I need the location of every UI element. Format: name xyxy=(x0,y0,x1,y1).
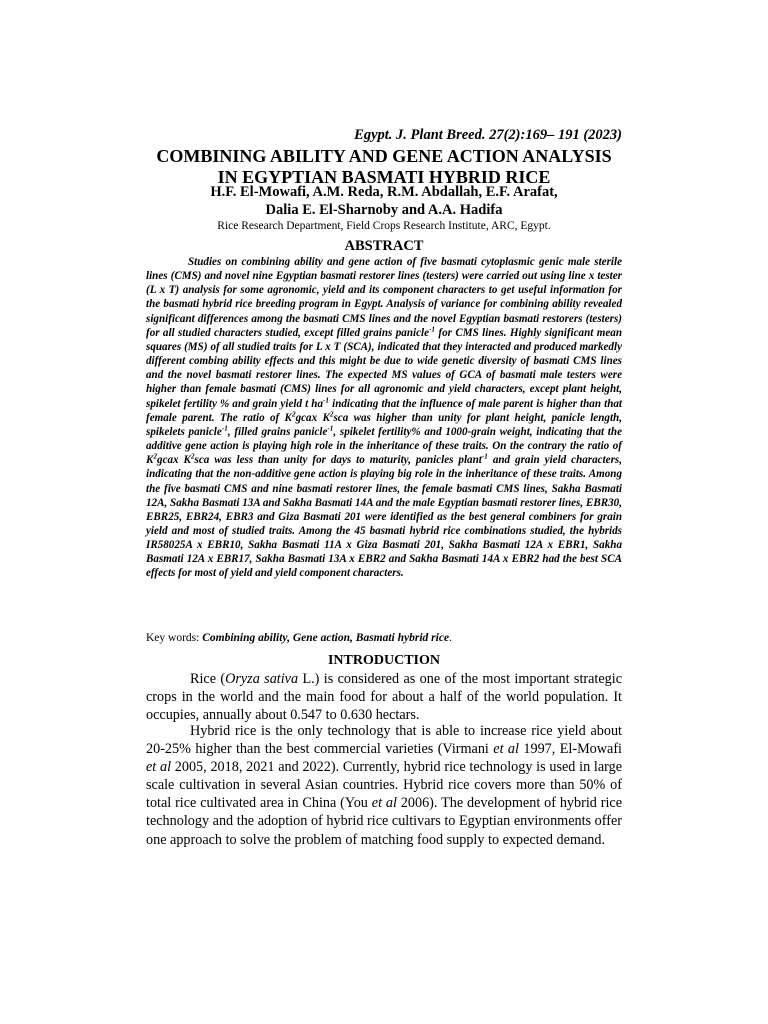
text-segment: L.) is considered as one of the most important strategic crops in the world and the main food for about a half of the world population. It occupies, annually about 0.547 to 0.630 hectars. xyxy=(146,671,622,724)
title-line-1: COMBINING ABILITY AND GENE ACTION ANALYSIS xyxy=(156,146,612,166)
author-list xyxy=(0,184,768,219)
abstract-heading: ABSTRACT xyxy=(344,238,424,254)
abstract-segment: sca was less than unity for days to maturity, panicles plant xyxy=(194,454,482,467)
superscript: -1 xyxy=(429,325,436,334)
keywords-label: Key words: xyxy=(146,632,203,644)
abstract-segment: , spikelet fertility% and 1000-grain weight, indicating that the additive gene action is playing high role in the inheritance of these traits. On the contrary the ratio of K xyxy=(146,425,622,467)
keywords-end: . xyxy=(449,632,452,644)
abstract-segment: gcax K xyxy=(157,454,191,467)
abstract-segment: for CMS lines. Highly significant mean squares (MS) of all studied traits for L x T (SCA), indicated that they interacted and produced markedly different combing ability effects and this might be due to wide genetic diversity of basmati CMS lines and the novel basmati restorer lines. The expected MS values of GCA of basmati male testers were higher than female basmati (CMS) lines for all agronomic and yield characters, except plant height, spikelet fertility % and grain yield t ha xyxy=(146,326,622,410)
abstract-text xyxy=(146,255,622,581)
et-al: et al xyxy=(371,795,397,812)
text-segment: Rice ( xyxy=(190,671,226,687)
introduction-heading: INTRODUCTION xyxy=(327,653,440,668)
superscript: 2 xyxy=(190,452,195,461)
superscript: 2 xyxy=(153,452,158,461)
intro-paragraph-2 xyxy=(146,722,622,849)
superscript: 2 xyxy=(291,410,296,419)
keywords xyxy=(146,631,622,645)
superscript: -1 xyxy=(481,452,488,461)
text-segment: Hybrid rice is the only technology that is able to increase rice yield about 20-25% higher than the best commercial varieties (Virmani xyxy=(146,723,622,758)
abstract-segment: , filled grains panicle xyxy=(227,425,328,438)
superscript: -1 xyxy=(327,424,334,433)
abstract-segment: and grain yield characters, indicating that the non-additive gene action is playing big role in the inheritance of these traits. Among the five basmati CMS and nine basmati restorer lines, the female basmati CMS lines, Sakha Basmati 12A, Sakha Basmati 13A and Sakha Basmati 14A and the male Egyptian basmati restorer lines, EBR30, EBR25, EBR24, EBR3 and Giza Basmati 201 were identified as the best general combiners for grain yield and most of studied traits. Among the 45 basmati hybrid rice combinations studied, the hybrids IR58025A x EBR10, Sakha Basmati 11A x Giza Basmati 201, Sakha Basmati 12A x EBR1, Sakha Basmati 12A x EBR17, Sakha Basmati 13A x EBR2 and Sakha Basmati 14A x EBR2 had the best SCA effects for most of yield and yield component characters. xyxy=(146,454,622,580)
superscript: -1 xyxy=(323,395,330,404)
abstract-segment: indicating that the influence of male parent is higher than that female parent. The ratio of K xyxy=(146,397,622,424)
authors-line-2: Dalia E. El-Sharnoby and A.A. Hadifa xyxy=(265,201,503,218)
title-line-2: IN EGYPTIAN BASMATI HYBRID RICE xyxy=(217,167,551,187)
text-segment: 2005, 2018, 2021 and 2022). Currently, hybrid rice technology is used in large scale cultivation in several Asian countries. Hybrid rice covers more than 50% of total rice cultivated area in China (You xyxy=(146,759,623,812)
authors-line-1: H.F. El-Mowafi, A.M. Reda, R.M. Abdallah, E.F. Arafat, xyxy=(210,184,558,200)
et-al: et al xyxy=(146,759,172,776)
affiliation: Rice Research Department, Field Crops Research Institute, ARC, Egypt. xyxy=(217,220,551,232)
keywords-values: Combining ability, Gene action, Basmati hybrid rice xyxy=(202,632,450,644)
species-name: Oryza sativa xyxy=(225,671,299,687)
abstract-segment: Studies on combining ability and gene action of five basmati cytoplasmic genic male sterile lines (CMS) and novel nine Egyptian basmati restorer lines (testers) were carried out using line x tester (L x T) analysis for some agronomic, yield and its component characters to get useful information for the basmati hybrid rice breeding program in Egypt. Analysis of variance for combining ability revealed significant differences among the basmati CMS lines and the novel Egyptian basmati restorers (testers) for all studied characters studied, except filled grains panicle xyxy=(146,256,622,339)
journal-citation: Egypt. J. Plant Breed. 27(2):169– 191 (2023) xyxy=(354,127,622,143)
intro-paragraph-1 xyxy=(146,670,622,724)
et-al: et al xyxy=(493,741,519,758)
text-segment: 1997, El-Mowafi xyxy=(518,741,622,758)
superscript: -1 xyxy=(221,424,228,433)
abstract-segment: sca was higher than unity for plant height, panicle length, spikelets panicle xyxy=(146,411,622,438)
text-segment: 2006). The development of hybrid rice technology and the adoption of hybrid rice cultivars to Egyptian environments offer one approach to solve the problem of matching food supply to expected demand. xyxy=(146,795,622,848)
paper-title xyxy=(0,146,768,188)
superscript: 2 xyxy=(329,410,334,419)
abstract-segment: gcax K xyxy=(295,411,330,424)
